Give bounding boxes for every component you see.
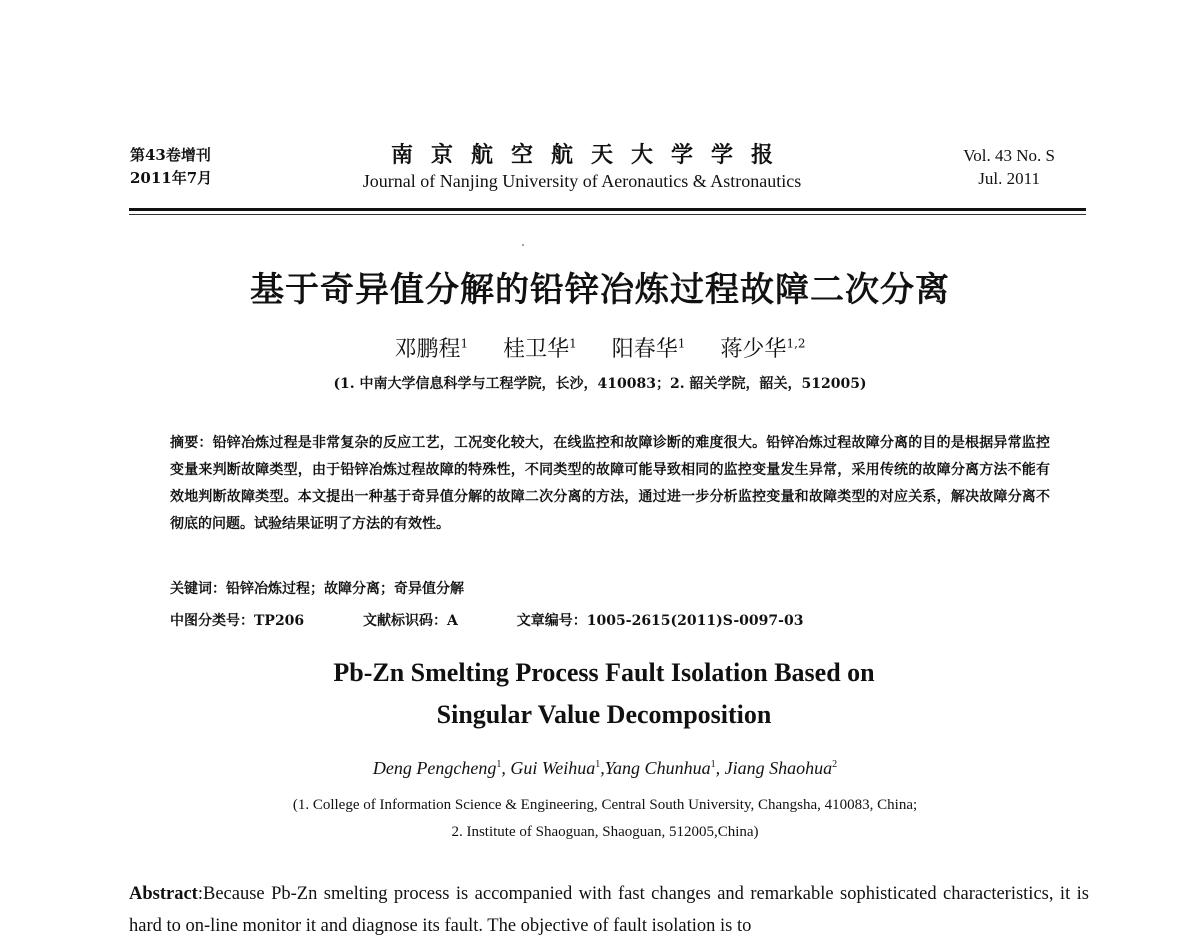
journal-name-cn: 南京航空航天大学学报 — [390, 142, 791, 168]
paper-title-cn: 基于奇异值分解的铅锌冶炼过程故障二次分离 — [250, 270, 950, 310]
journal-name-en: Journal of Nanjing University of Aeronautics & Astronautics — [362, 171, 802, 191]
abstract-en-text: :Because Pb-Zn smelting process is accompanied with fast changes and remarkable sophisticated characteristics, it is hard to on-line monitor it and diagnose its fault. The objective of fault isolation is to — [129, 884, 1089, 936]
authors-en — [0, 758, 1200, 779]
abstract-en-label: Abstract — [129, 884, 198, 904]
title-en-line-1: Pb-Zn Smelting Process Fault Isolation Based on — [333, 658, 875, 687]
author-cn: 桂卫华$^1$ — [503, 336, 577, 362]
date-cn: 2011年7月 — [130, 169, 213, 187]
classification-row — [170, 610, 803, 630]
volume-en: Vol. 43 No. S — [963, 146, 1055, 165]
header-center — [296, 138, 868, 192]
article-number: 文章编号：1005-2615(2011)S-0097-03 — [516, 613, 804, 629]
author-cn: 蒋少华$^{1,2}$ — [720, 336, 806, 362]
paper-title-en — [0, 652, 1200, 736]
author-en: Deng Pengcheng$^1$, — [372, 758, 511, 778]
authors-cn — [0, 332, 1200, 363]
abstract-cn-label: 摘要： — [170, 435, 213, 451]
header-left — [130, 144, 212, 190]
keywords-cn-text: 铅锌冶炼过程；故障分离；奇异值分解 — [226, 581, 464, 597]
author-en: Jiang Shaohua$^2$ — [724, 758, 838, 778]
author-en: Gui Weihua$^1$, — [510, 758, 605, 778]
document-code: 文献标识码：A — [363, 613, 458, 629]
volume-cn: 第43卷增刊 — [130, 146, 211, 164]
header-rule-thin — [129, 214, 1086, 215]
abstract-cn — [170, 430, 1050, 538]
keywords-cn-label: 关键词： — [170, 581, 226, 597]
clc-number: 中图分类号：TP206 — [170, 613, 305, 629]
abstract-en — [129, 878, 1089, 942]
affiliation-en-line-2: 2. Institute of Shaoguan, Shaoguan, 512005,China) — [451, 824, 759, 840]
affiliation-en-line-1: (1. College of Information Science & Engineering, Central South University, Changsha, 410083, China; — [292, 797, 918, 813]
keywords-cn — [170, 578, 464, 598]
date-en: Jul. 2011 — [978, 169, 1040, 188]
speck — [522, 244, 524, 246]
author-cn: 阳春华$^1$ — [611, 336, 686, 362]
author-cn: 邓鹏程$^1$ — [394, 336, 469, 362]
affiliation-en — [0, 792, 1200, 846]
affiliation-cn: (1. 中南大学信息科学与工程学院，长沙，410083；2. 韶关学院，韶关，512005) — [333, 376, 867, 392]
abstract-cn-text: 铅锌冶炼过程是非常复杂的反应工艺，工况变化较大，在线监控和故障诊断的难度很大。铅锌冶炼过程故障分离的目的是根据异常监控变量来判断故障类型，由于铅锌冶炼过程故障的特殊性，不同类型的故障可能导致相同的监控变量发生异常，采用传统的故障分离方法不能有效地判断故障类型。本文提出一种基于奇异值分解的故障二次分离的方法，通过进一步分析监控变量和故障类型的对应关系，解决故障分离不彻底的问题。试验结果证明了方法的有效性。 — [170, 435, 1050, 532]
author-en: Yang Chunhua$^1$, — [604, 758, 725, 778]
header-right — [963, 144, 1055, 190]
header-rule-thick — [129, 208, 1086, 211]
title-en-line-2: Singular Value Decomposition — [436, 700, 772, 729]
